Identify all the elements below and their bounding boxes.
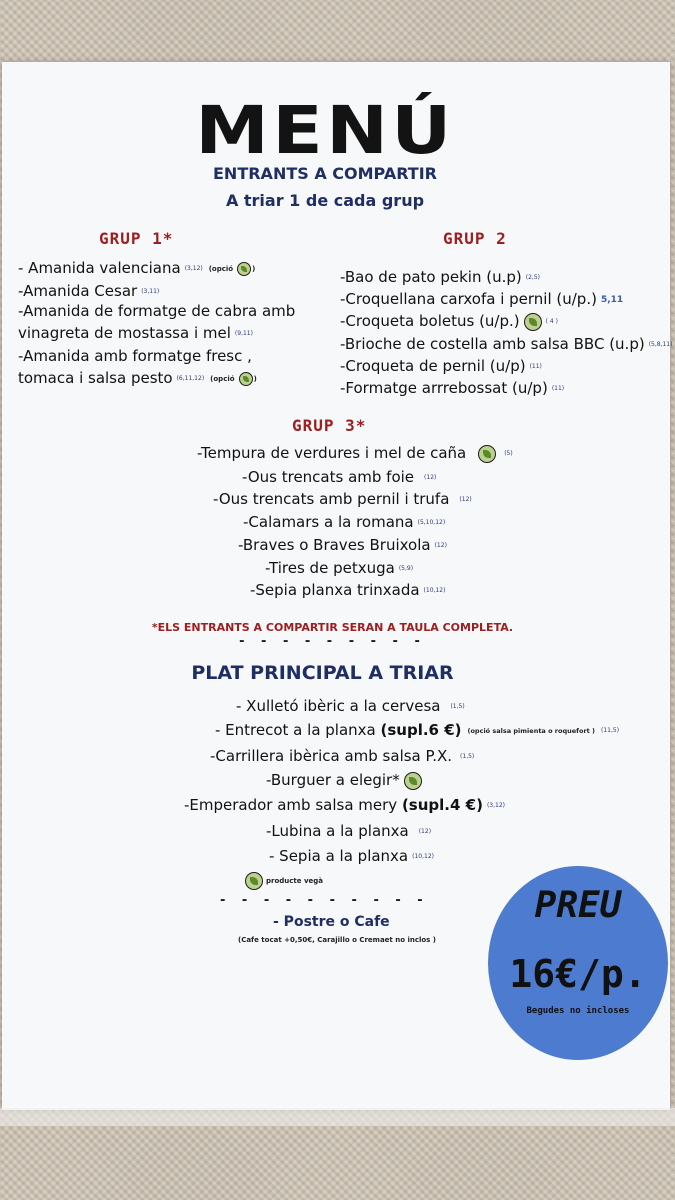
- principal-item: -Carrillera ibèrica amb salsa P.X. (1,5): [210, 747, 475, 765]
- grup2-item: -Brioche de costella amb salsa BBC (u.p) (5,8,11): [340, 335, 673, 353]
- grup1-item: -Amanida Cesar (3,11): [18, 282, 160, 300]
- grup2-item: -Bao de pato pekin (u.p) (2,5): [340, 268, 540, 286]
- grup2-item: -Croqueta boletus (u/p.) ( 4 ): [340, 312, 558, 330]
- grup3-item: -Ous trencats amb pernil i trufa (12): [213, 490, 472, 508]
- entrants-note: *ELS ENTRANTS A COMPARTIR SERAN A TAULA COMPLETA.: [151, 621, 514, 634]
- grup3-item: -Calamars a la romana (5,10,12): [243, 513, 446, 531]
- divider-dashes: - - - - - - - - -: [239, 634, 426, 649]
- grup1-item: -Amanida amb formatge fresc ,: [18, 347, 252, 365]
- plastic-sleeve-edge: [0, 1108, 675, 1126]
- principal-item: - Entrecot a la planxa (supl.6 €) (opció salsa pimienta o roquefort ) (11,5): [215, 721, 620, 739]
- postre-item: - Postre o Cafe: [273, 914, 390, 930]
- principal-item: - Xulletó ibèric a la cervesa (1,5): [236, 697, 465, 715]
- price-title: PREU: [534, 885, 622, 926]
- grup3-item: -Sepia planxa trinxada (10,12): [250, 581, 446, 599]
- vegan-leaf-icon: [237, 262, 251, 276]
- price-value: 16€/p.: [509, 952, 647, 996]
- price-note: Begudes no incloses: [526, 1006, 630, 1016]
- principal-item: - Sepia a la planxa (10,12): [269, 847, 434, 865]
- grup2-item: -Formatge arrrebossat (u/p) (11): [340, 379, 565, 397]
- grup3-item: -Braves o Braves Bruixola (12): [238, 536, 447, 554]
- vegan-leaf-icon: [245, 872, 263, 890]
- principal-heading: PLAT PRINCIPAL A TRIAR: [191, 662, 454, 684]
- grup3-item: -Ous trencats amb foie (12): [242, 468, 437, 486]
- divider-dashes-2: - - - - - - - - - -: [220, 893, 429, 908]
- vegan-legend: producte vegà: [245, 872, 323, 890]
- postre-note: (Cafe tocat +0,50€, Carajillo o Cremaet no inclos ): [238, 936, 436, 944]
- vegan-leaf-icon: [478, 445, 496, 463]
- principal-item: -Lubina a la planxa (12): [266, 822, 432, 840]
- grup2-item: -Croqueta de pernil (u/p) (11): [340, 357, 542, 375]
- grup3-item: -Tires de petxuga (5,9): [265, 559, 414, 577]
- grup1-item: -Amanida de formatge de cabra amb: [18, 302, 296, 320]
- grup1-title: GRUP 1*: [99, 229, 174, 248]
- vegan-leaf-icon: [524, 313, 542, 331]
- grup2-title: GRUP 2: [443, 229, 507, 248]
- entrants-subheading: A triar 1 de cada grup: [225, 191, 425, 210]
- menu-title: MENÚ: [195, 92, 455, 169]
- principal-item: -Burguer a elegir*: [266, 771, 422, 790]
- principal-item: -Emperador amb salsa mery (supl.4 €) (3,12): [184, 796, 505, 814]
- grup1-item: tomaca i salsa pesto (6,11,12) (opció ): [18, 369, 257, 387]
- entrants-heading: ENTRANTS A COMPARTIR: [213, 164, 437, 183]
- grup2-item: -Croquellana carxofa i pernil (u/p.) 5,11: [340, 290, 624, 308]
- grup1-item: - Amanida valenciana (3,12) (opció ): [18, 259, 256, 277]
- grup3-item: -Tempura de verdures i mel de caña (5): [197, 444, 513, 462]
- grup1-item: vinagreta de mostassa i mel (9,11): [18, 324, 253, 342]
- vegan-leaf-icon: [404, 772, 422, 790]
- vegan-leaf-icon: [239, 372, 253, 386]
- grup3-title: GRUP 3*: [292, 416, 367, 435]
